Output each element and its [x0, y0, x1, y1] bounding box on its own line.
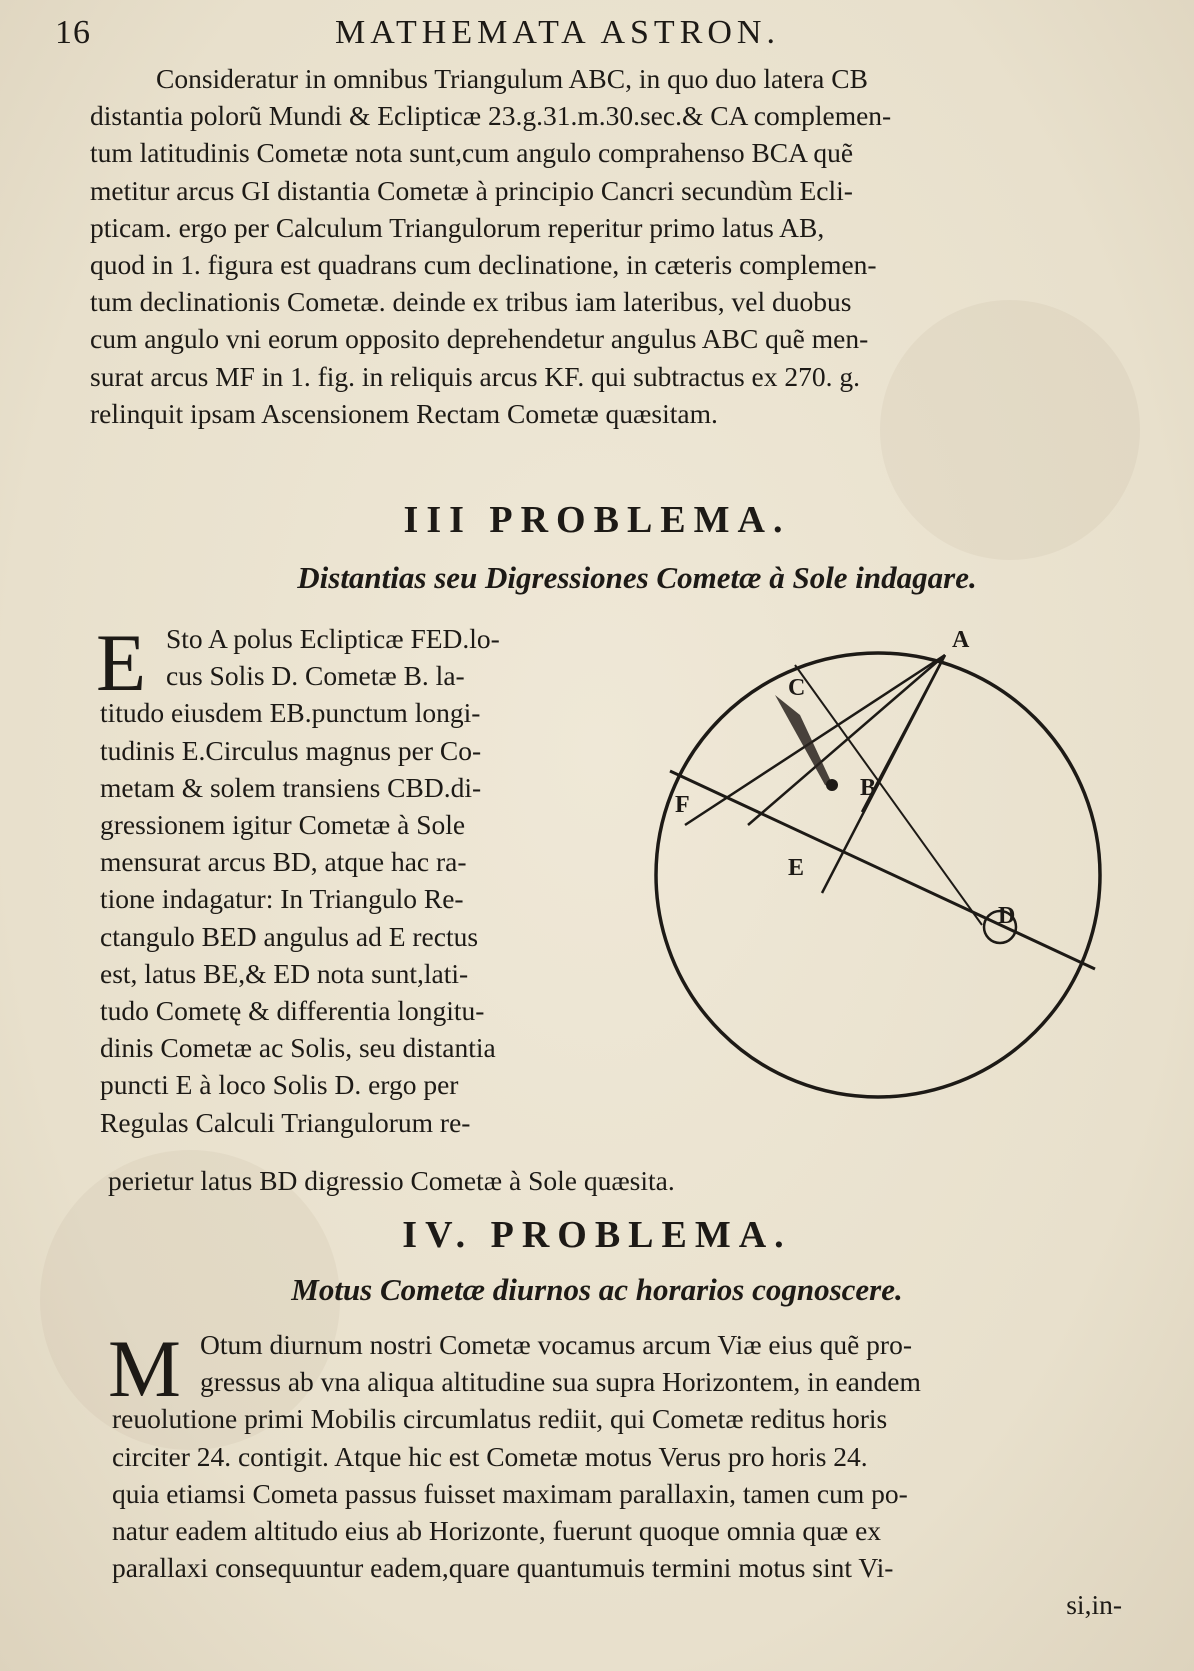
text-line: gressus ab vna aliqua altitudine sua supra Horizontem, in eandem: [200, 1366, 921, 1398]
text-line: perietur latus BD digressio Cometæ à Sole quæsita.: [108, 1165, 675, 1196]
text-line: ctangulo BED angulus ad E rectus: [100, 920, 479, 952]
label-b: B: [860, 775, 877, 801]
text-line: cus Solis D. Cometæ B. la-: [166, 660, 465, 692]
problem-4-text: [112, 1326, 1122, 1624]
problem-4-subtitle: Motus Cometæ diurnos ac horarios cognoscere.: [291, 1272, 903, 1307]
text-line: pticam. ergo per Calculum Triangulorum reperitur primo latus AB,: [90, 211, 825, 243]
text-line: distantia polorũ Mundi & Eclipticæ 23.g.31.m.30.sec.& CA complemen-: [90, 100, 892, 132]
celestial-sphere-diagram: [600, 625, 1120, 1125]
label-c: C: [788, 675, 806, 701]
label-d: D: [998, 903, 1016, 929]
text-line: gressionem igitur Cometæ à Sole: [100, 809, 466, 841]
text-line: titudo eiusdem EB.punctum longi-: [100, 697, 481, 729]
text-line: tum declinationis Cometæ. deinde ex tribus iam lateribus, vel duobus: [90, 286, 852, 318]
problem-3-heading: III PROBLEMA.: [403, 499, 791, 541]
text-line: relinquit ipsam Ascensionem Rectam Cometæ quæsitam.: [90, 397, 718, 429]
ecliptic-line: [670, 771, 1095, 969]
problem-3-text: [100, 620, 600, 1141]
problem-4-heading: IV. PROBLEMA.: [402, 1214, 792, 1256]
text-line: Consideratur in omnibus Triangulum ABC, in quo duo latera CB: [156, 63, 868, 94]
problem-3-subtitle: Distantias seu Digressiones Cometæ à Sole indagare.: [297, 560, 977, 595]
page-number: 16: [55, 14, 91, 51]
text-line: circiter 24. contigit. Atque hic est Cometæ motus Verus pro horis 24.: [112, 1440, 868, 1472]
text-line: mensurat arcus BD, atque hac ra-: [100, 846, 467, 878]
text-line: cum angulo vni eorum opposito deprehendetur angulus ABC quẽ men-: [90, 323, 869, 355]
line-a-c: [748, 655, 945, 825]
text-line: tudinis E.Circulus magnus per Co-: [100, 734, 482, 766]
text-line: parallaxi consequuntur eadem,quare quantumuis termini motus sint Vi-: [112, 1552, 894, 1584]
text-line: reuolutione primi Mobilis circumlatus rediit, qui Cometæ reditus horis: [112, 1403, 888, 1435]
text-line: Regulas Calculi Triangulorum re-: [100, 1106, 471, 1138]
text-line: est, latus BE,& ED nota sunt,lati-: [100, 957, 469, 989]
text-line: dinis Cometæ ac Solis, seu distantia: [100, 1032, 496, 1064]
label-f: F: [675, 792, 690, 818]
running-title: MATHEMATA ASTRON.: [335, 14, 780, 51]
diagram-svg: [600, 625, 1120, 1125]
page-header: [55, 10, 1115, 60]
paragraph-1: [90, 60, 1100, 432]
text-line: Sto A polus Eclipticæ FED.lo-: [166, 623, 500, 654]
text-line: quia etiamsi Cometa passus fuisset maximam parallaxin, tamen cum po-: [112, 1477, 908, 1509]
text-line: tione indagatur: In Triangulo Re-: [100, 883, 464, 915]
label-e: E: [788, 855, 805, 881]
text-line: puncti E à loco Solis D. ergo per: [100, 1069, 459, 1101]
text-line: surat arcus MF in 1. fig. in reliquis arcus KF. qui subtractus ex 270. g.: [90, 360, 860, 392]
text-line: si,in-: [1066, 1589, 1122, 1621]
great-circle: [656, 653, 1100, 1097]
drop-cap: M: [108, 1323, 181, 1414]
text-line: metam & solem transiens CBD.di-: [100, 771, 482, 803]
text-line: Otum diurnum nostri Cometæ vocamus arcum Viæ eius quẽ pro-: [200, 1329, 912, 1360]
text-line: metitur arcus GI distantia Cometæ à principio Cancri secundùm Ecli-: [90, 174, 853, 206]
text-line: tudo Cometę & differentia longitu-: [100, 995, 485, 1027]
drop-cap: E: [96, 617, 147, 708]
comet-head: [826, 779, 838, 791]
text-line: tum latitudinis Cometæ nota sunt,cum angulo comprahenso BCA quẽ: [90, 137, 854, 169]
label-a: A: [952, 627, 970, 653]
circle-line: [685, 655, 945, 825]
line-a-e: [822, 655, 945, 893]
text-line: quod in 1. figura est quadrans cum declinatione, in cæteris complemen-: [90, 249, 877, 281]
text-line: natur eadem altitudo eius ab Horizonte, fuerunt quoque omnia quæ ex: [112, 1515, 882, 1547]
